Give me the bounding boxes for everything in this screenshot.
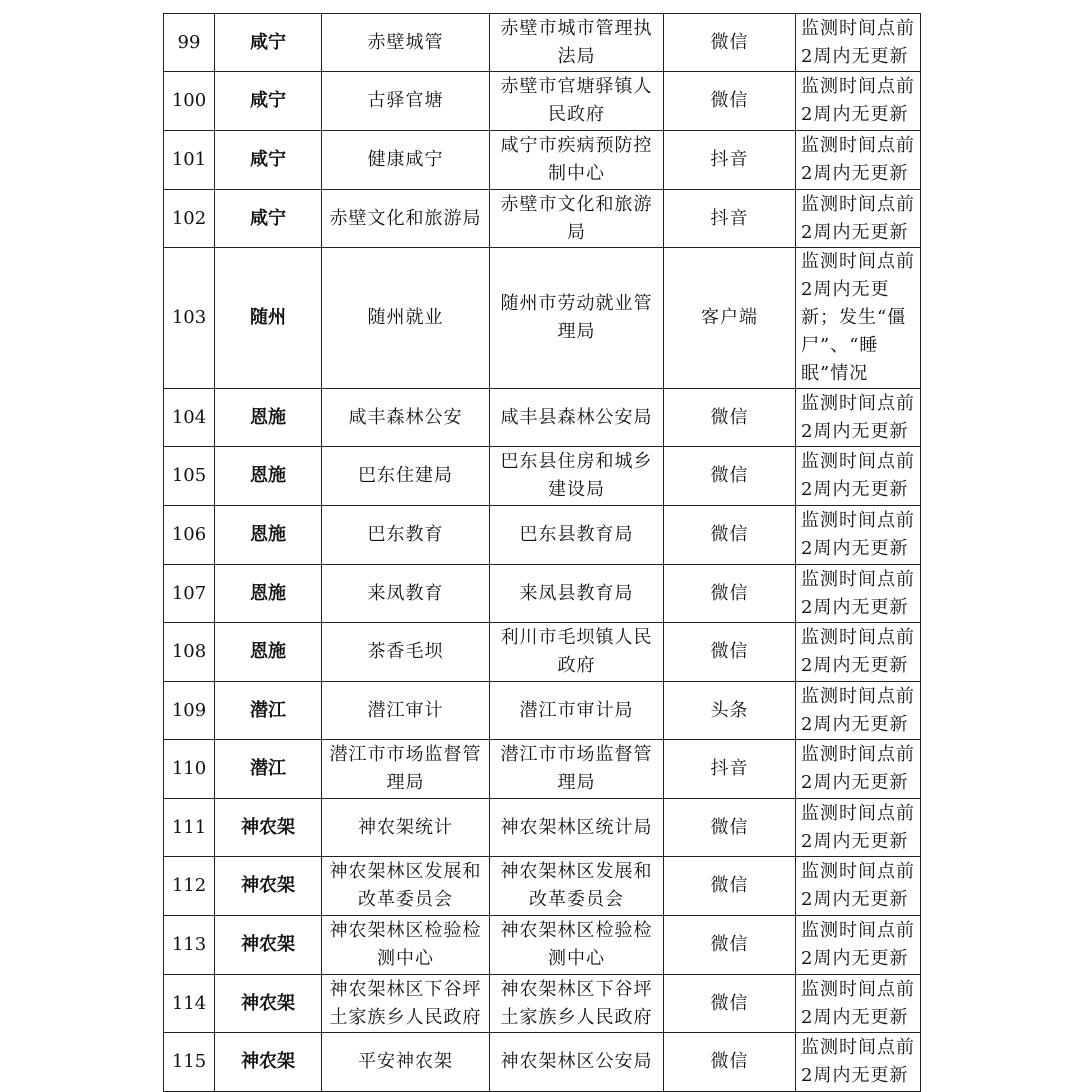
row-city: 潜江 [215,682,322,740]
row-account-name: 巴东教育 [322,506,490,565]
row-organization: 赤壁市城市管理执法局 [490,14,664,72]
row-city: 咸宁 [215,72,322,131]
row-status: 监测时间点前2周内无更新 [796,190,921,248]
row-platform: 微信 [664,916,796,975]
row-platform: 微信 [664,506,796,565]
row-account-name: 茶香毛坝 [322,623,490,682]
row-account-name: 随州就业 [322,248,490,389]
row-status: 监测时间点前2周内无更新 [796,14,921,72]
row-account-name: 平安神农架 [322,1033,490,1092]
row-organization: 神农架林区发展和改革委员会 [490,857,664,916]
row-city: 神农架 [215,975,322,1033]
row-platform: 微信 [664,389,796,447]
row-status: 监测时间点前2周内无更新 [796,506,921,565]
row-city: 恩施 [215,447,322,506]
row-city: 咸宁 [215,14,322,72]
row-status: 监测时间点前2周内无更新 [796,682,921,740]
table-row [164,131,921,190]
row-platform: 微信 [664,975,796,1033]
row-platform: 微信 [664,447,796,506]
table-row [164,14,921,72]
row-organization: 赤壁市官塘驿镇人民政府 [490,72,664,131]
row-platform: 客户端 [664,248,796,389]
row-account-name: 潜江市市场监督管理局 [322,740,490,799]
table-row [164,682,921,740]
row-city: 恩施 [215,565,322,623]
row-platform: 抖音 [664,740,796,799]
row-organization: 神农架林区统计局 [490,799,664,857]
row-city: 咸宁 [215,190,322,248]
row-platform: 微信 [664,565,796,623]
row-account-name: 古驿官塘 [322,72,490,131]
row-status: 监测时间点前2周内无更新 [796,131,921,190]
row-status: 监测时间点前2周内无更新 [796,799,921,857]
row-platform: 微信 [664,14,796,72]
row-platform: 微信 [664,799,796,857]
row-account-name: 健康咸宁 [322,131,490,190]
row-city: 神农架 [215,857,322,916]
row-account-name: 来凤教育 [322,565,490,623]
row-number: 111 [164,799,215,857]
row-number: 103 [164,248,215,389]
row-number: 104 [164,389,215,447]
row-organization: 利川市毛坝镇人民政府 [490,623,664,682]
table-row [164,389,921,447]
row-organization: 潜江市市场监督管理局 [490,740,664,799]
row-city: 恩施 [215,389,322,447]
row-city: 恩施 [215,506,322,565]
table-row [164,916,921,975]
table-body [164,14,921,1092]
row-status: 监测时间点前2周内无更新 [796,447,921,506]
row-platform: 抖音 [664,190,796,248]
row-organization: 神农架林区下谷坪土家族乡人民政府 [490,975,664,1033]
row-status: 监测时间点前2周内无更新 [796,740,921,799]
row-account-name: 潜江审计 [322,682,490,740]
row-city: 随州 [215,248,322,389]
row-platform: 头条 [664,682,796,740]
table-row [164,447,921,506]
row-platform: 抖音 [664,131,796,190]
table-row [164,190,921,248]
row-status: 监测时间点前2周内无更新 [796,1033,921,1092]
table-row [164,623,921,682]
table-row [164,975,921,1033]
row-status: 监测时间点前2周内无更新 [796,565,921,623]
row-organization: 巴东县住房和城乡建设局 [490,447,664,506]
row-organization: 赤壁市文化和旅游局 [490,190,664,248]
row-number: 108 [164,623,215,682]
row-status: 监测时间点前2周内无更新；发生“僵尸”、“睡眠”情况 [796,248,921,389]
row-account-name: 咸丰森林公安 [322,389,490,447]
row-number: 112 [164,857,215,916]
row-city: 恩施 [215,623,322,682]
table-row [164,72,921,131]
accounts-table [163,13,921,1092]
row-number: 99 [164,14,215,72]
row-city: 神农架 [215,799,322,857]
row-number: 100 [164,72,215,131]
row-organization: 潜江市审计局 [490,682,664,740]
row-city: 咸宁 [215,131,322,190]
table-row [164,506,921,565]
row-account-name: 神农架统计 [322,799,490,857]
row-number: 105 [164,447,215,506]
row-number: 107 [164,565,215,623]
table-row [164,857,921,916]
row-status: 监测时间点前2周内无更新 [796,916,921,975]
row-account-name: 神农架林区下谷坪土家族乡人民政府 [322,975,490,1033]
row-account-name: 巴东住建局 [322,447,490,506]
row-platform: 微信 [664,623,796,682]
row-organization: 咸丰县森林公安局 [490,389,664,447]
row-status: 监测时间点前2周内无更新 [796,857,921,916]
row-city: 神农架 [215,916,322,975]
row-number: 109 [164,682,215,740]
row-account-name: 赤壁文化和旅游局 [322,190,490,248]
row-account-name: 神农架林区检验检测中心 [322,916,490,975]
table-row [164,1033,921,1092]
row-organization: 巴东县教育局 [490,506,664,565]
row-organization: 咸宁市疾病预防控制中心 [490,131,664,190]
row-number: 110 [164,740,215,799]
row-organization: 来凤县教育局 [490,565,664,623]
table-row [164,799,921,857]
row-organization: 神农架林区检验检测中心 [490,916,664,975]
table-row [164,740,921,799]
row-city: 神农架 [215,1033,322,1092]
row-number: 101 [164,131,215,190]
row-status: 监测时间点前2周内无更新 [796,975,921,1033]
row-number: 113 [164,916,215,975]
row-number: 114 [164,975,215,1033]
row-platform: 微信 [664,857,796,916]
table-row [164,565,921,623]
row-number: 115 [164,1033,215,1092]
row-platform: 微信 [664,1033,796,1092]
row-organization: 随州市劳动就业管理局 [490,248,664,389]
row-status: 监测时间点前2周内无更新 [796,389,921,447]
row-status: 监测时间点前2周内无更新 [796,623,921,682]
row-organization: 神农架林区公安局 [490,1033,664,1092]
row-number: 102 [164,190,215,248]
row-platform: 微信 [664,72,796,131]
row-account-name: 赤壁城管 [322,14,490,72]
row-number: 106 [164,506,215,565]
row-city: 潜江 [215,740,322,799]
row-status: 监测时间点前2周内无更新 [796,72,921,131]
table-row [164,248,921,389]
row-account-name: 神农架林区发展和改革委员会 [322,857,490,916]
